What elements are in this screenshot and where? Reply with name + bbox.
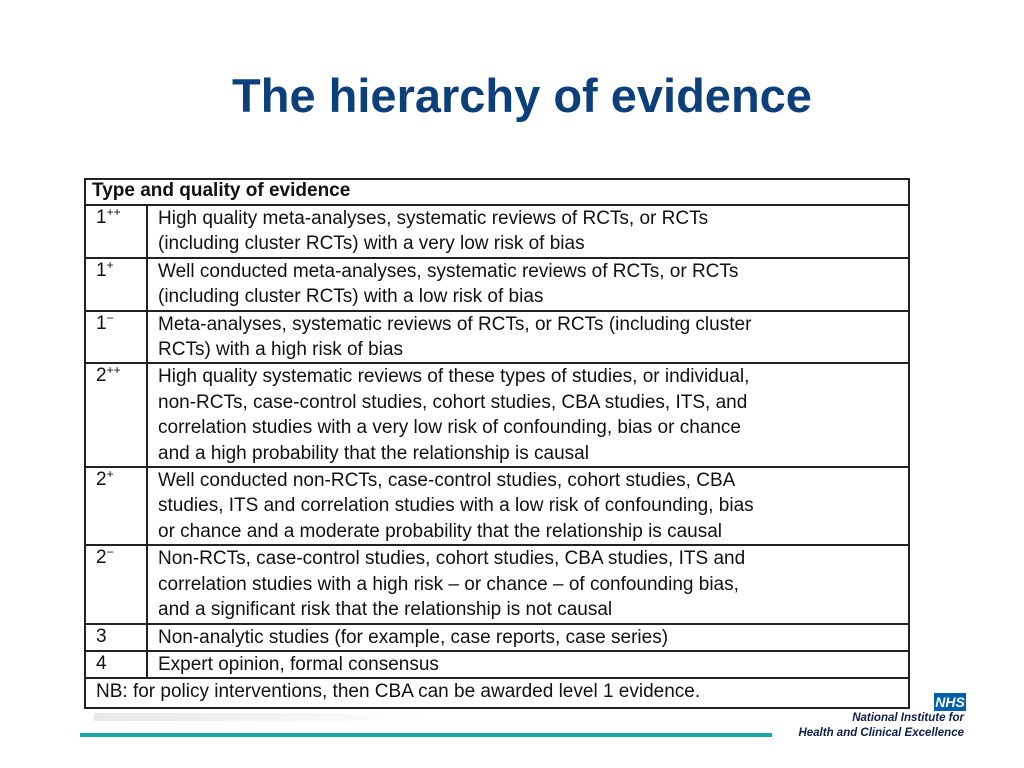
- table-row: [86, 259, 908, 312]
- level-grade: ++: [106, 363, 121, 378]
- evidence-description: [148, 259, 908, 310]
- slide-title: The hierarchy of evidence: [232, 69, 812, 122]
- evidence-description: [148, 652, 908, 677]
- description-line: Non-RCTs, case-control studies, cohort studies, CBA studies, ITS and: [158, 548, 746, 570]
- org-name-line-2: Health and Clinical Excellence: [798, 727, 964, 739]
- description-line: Well conducted meta-analyses, systematic reviews of RCTs, or RCTs: [158, 260, 739, 282]
- description-line: RCTs) with a high risk of bias: [158, 339, 403, 361]
- description-line: correlation studies with a high risk – or chance – of confounding bias,: [158, 573, 739, 595]
- description-line: (including cluster RCTs) with a very low risk of bias: [158, 233, 585, 255]
- level-number: 2: [96, 365, 107, 387]
- table-row: [86, 468, 908, 546]
- description-line: or chance and a moderate probability that the relationship is causal: [158, 520, 723, 542]
- level-number: 1: [96, 259, 107, 281]
- level-grade: +: [106, 257, 114, 272]
- table-row: [86, 546, 908, 624]
- faded-footer-text: [94, 713, 424, 721]
- description-line: High quality meta-analyses, systematic reviews of RCTs, or RCTs: [158, 208, 709, 229]
- description-line: Meta-analyses, systematic reviews of RCTs, or RCTs (including cluster: [158, 313, 752, 335]
- footer-divider: [80, 733, 772, 737]
- description-line: correlation studies with a very low risk of confounding, bias or chance: [158, 417, 741, 439]
- evidence-table: [84, 178, 910, 709]
- description-line: High quality systematic reviews of these types of studies, or individual,: [158, 366, 750, 388]
- level-grade: +: [106, 467, 114, 482]
- description-line: Non-analytic studies (for example, case reports, case series): [158, 626, 669, 648]
- level-number: 2: [96, 547, 107, 569]
- evidence-description: [148, 206, 908, 257]
- description-line: and a high probability that the relationship is causal: [158, 442, 589, 464]
- level-grade: −: [106, 545, 114, 560]
- evidence-description: [148, 625, 908, 650]
- evidence-level: [86, 546, 148, 622]
- evidence-level: [86, 652, 148, 677]
- table-row: [86, 206, 908, 259]
- table-row: [86, 652, 908, 679]
- evidence-level: [86, 206, 148, 257]
- nhs-logo: NHS: [935, 694, 965, 710]
- description-line: and a significant risk that the relationship is not causal: [158, 599, 613, 621]
- level-number: 4: [96, 652, 107, 674]
- table-row: [86, 312, 908, 365]
- evidence-description: [148, 364, 908, 466]
- level-number: 1: [96, 207, 107, 228]
- table-rows: [86, 206, 908, 679]
- evidence-level: [86, 625, 148, 650]
- level-number: 3: [96, 625, 107, 647]
- evidence-description: [148, 468, 908, 544]
- description-line: studies, ITS and correlation studies with a low risk of confounding, bias: [158, 495, 754, 517]
- org-name-line-1: National Institute for: [852, 712, 964, 724]
- org-name: [798, 711, 964, 741]
- table-row: [86, 364, 908, 468]
- description-line: Expert opinion, formal consensus: [158, 653, 439, 675]
- table-note: NB: for policy interventions, then CBA can be awarded level 1 evidence.: [96, 681, 701, 703]
- description-line: (including cluster RCTs) with a low risk of bias: [158, 286, 544, 308]
- level-number: 2: [96, 469, 107, 491]
- evidence-level: [86, 259, 148, 310]
- level-grade: ++: [106, 205, 121, 219]
- description-line: non-RCTs, case-control studies, cohort studies, CBA studies, ITS, and: [158, 391, 748, 413]
- evidence-level: [86, 312, 148, 363]
- level-number: 1: [96, 312, 107, 334]
- table-header: Type and quality of evidence: [86, 180, 908, 206]
- level-grade: −: [106, 310, 114, 325]
- table-row: [86, 625, 908, 652]
- evidence-level: [86, 364, 148, 466]
- description-line: Well conducted non-RCTs, case-control studies, cohort studies, CBA: [158, 470, 736, 492]
- evidence-description: [148, 546, 908, 622]
- evidence-level: [86, 468, 148, 544]
- evidence-description: [148, 312, 908, 363]
